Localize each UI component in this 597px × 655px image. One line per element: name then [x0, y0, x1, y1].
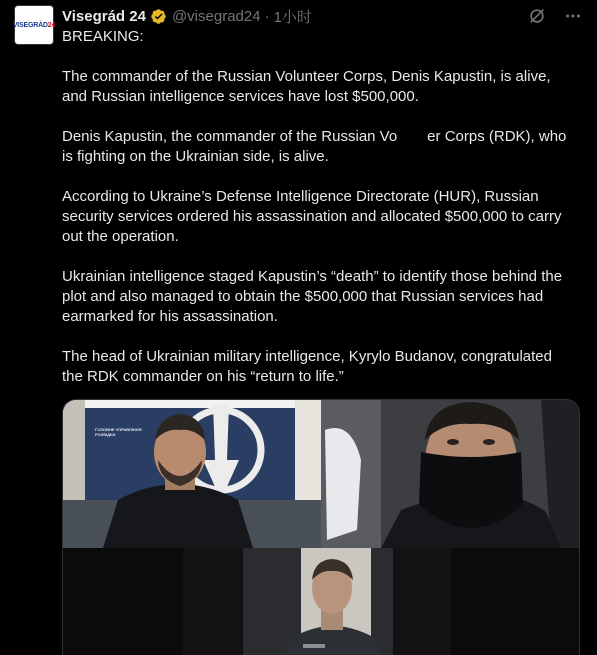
video-tile-budanov — [183, 548, 451, 655]
tweet-text — [62, 27, 572, 387]
budanov-image — [183, 548, 451, 655]
paragraph-3: According to Ukraine’s Defense Intelligence Directorate (HUR), Russian security services ordered his assassination and allocated $500,000 to carry out the operation. — [62, 188, 562, 245]
paragraph-breaking: BREAKING: — [62, 28, 144, 45]
verified-badge-icon — [150, 8, 167, 25]
timestamp[interactable]: 1小时 — [273, 8, 312, 26]
video-tile-masked-man — [321, 400, 580, 548]
more-icon[interactable] — [563, 6, 583, 26]
kapustin-image — [63, 400, 321, 548]
paragraph-2: Denis Kapustin, the commander of the Russian Vo er Corps (RDK), who is fighting on the Ukrainian side, is alive. — [62, 128, 567, 165]
tweet-header — [62, 5, 312, 27]
tweet-actions-top — [527, 6, 583, 26]
avatar[interactable] — [14, 5, 54, 45]
avatar-logo-text: VISEGRÁD24 — [12, 21, 56, 29]
separator: · — [264, 7, 270, 25]
paragraph-5: The head of Ukrainian military intelligence, Kyrylo Budanov, congratulated the RDK commander on his “return to life.” — [62, 348, 552, 385]
grok-icon[interactable] — [527, 6, 547, 26]
handle[interactable]: @visegrad24 — [171, 7, 261, 25]
display-name[interactable]: Visegrád 24 — [62, 7, 146, 25]
attached-video[interactable] — [62, 399, 580, 655]
flag-caption: ГОЛОВНЕ УПРАВЛІННЯ РОЗВІДКИ — [95, 427, 142, 437]
paragraph-4: Ukrainian intelligence staged Kapustin’s “death” to identify those behind the plot and also managed to obtain the $500,000 that Russian services had earmarked for his assassination. — [62, 268, 563, 325]
video-tile-kapustin — [63, 400, 321, 548]
masked-man-image — [321, 400, 580, 548]
paragraph-1: The commander of the Russian Volunteer Corps, Denis Kapustin, is alive, and Russian intelligence services have lost $500,000. — [62, 68, 551, 105]
